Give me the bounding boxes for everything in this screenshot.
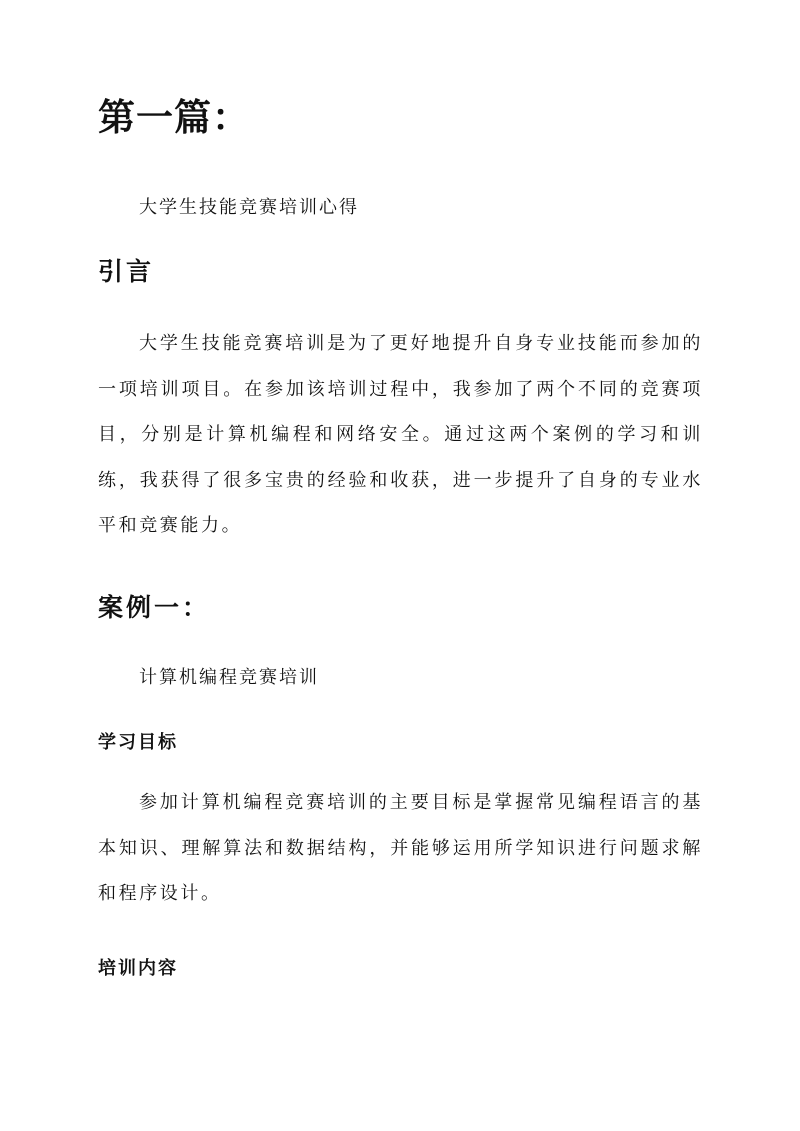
- intro-heading: 引言: [98, 257, 155, 286]
- document-title: 第一篇：: [98, 95, 250, 139]
- case1-heading: 案例一：: [98, 593, 211, 622]
- training-content-heading: 培训内容: [98, 958, 178, 979]
- learning-goals-heading: 学习目标: [98, 732, 178, 753]
- document-subtitle: 大学生技能竞赛培训心得: [139, 197, 359, 218]
- intro-paragraph: 大学生技能竞赛培训是为了更好地提升自身专业技能而参加的一项培训项目。在参加该培训过程中，我参加了两个不同的竞赛项目，分别是计算机编程和网络安全。通过这两个案例的学习和训练，我获得了很多宝贵的经验和收获，进一步提升了自身的专业水平和竞赛能力。: [98, 333, 703, 536]
- learning-goals-paragraph: 参加计算机编程竞赛培训的主要目标是掌握常见编程语言的基本知识、理解算法和数据结构，并能够运用所学知识进行问题求解和程序设计。: [98, 792, 703, 904]
- case1-subtitle: 计算机编程竞赛培训: [139, 667, 319, 688]
